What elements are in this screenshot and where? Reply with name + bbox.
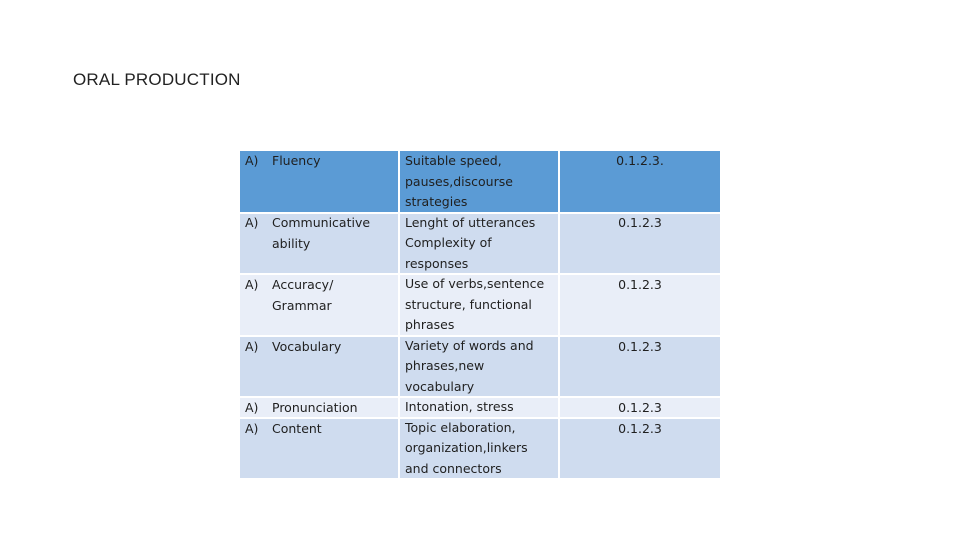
descriptor-line: organization,linkers [405,440,528,455]
scale-vocabulary: 0.1.2.3 [618,339,662,354]
criterion-marker: A) [245,339,259,354]
criterion-pronunciation [245,398,358,419]
criterion-label: Fluency [272,153,321,168]
criterion-label: Pronunciation [272,400,358,415]
page-title: ORAL PRODUCTION [73,70,241,89]
descriptor-line: responses [405,255,469,271]
descriptor-line: vocabulary [405,378,475,394]
criterion-label: Content [272,421,322,436]
descriptor-line: strategies [405,194,468,209]
criterion-label: Vocabulary [272,339,342,354]
scale-pronunciation: 0.1.2.3 [618,400,662,415]
criterion-label-line2: Grammar [272,297,332,313]
descriptor-line: and connectors [405,460,502,476]
criterion-label: Accuracy/ [272,277,334,292]
descriptor-line: Variety of words and [405,337,534,353]
descriptor-line: Lenght of utterances [405,214,536,230]
descriptor-line: structure, functional [405,296,532,312]
rubric-table [240,151,720,478]
descriptor-line: pauses,discourse [405,173,513,189]
descriptor-line: phrases [405,317,455,332]
criterion-marker: A) [245,153,259,168]
criterion-vocabulary [245,337,341,358]
scale-accuracy-grammar: 0.1.2.3 [618,277,662,292]
criterion-marker: A) [245,215,259,230]
scale-fluency: 0.1.2.3. [616,153,664,168]
descriptor-line: phrases,new [405,358,485,373]
criterion-communicative-ability [245,213,370,254]
scale-content: 0.1.2.3 [618,421,662,436]
scale-communicative-ability: 0.1.2.3 [618,215,662,230]
descriptor-line: Complexity of [405,235,492,250]
criterion-label-line2: ability [272,235,311,251]
descriptor-line: Suitable speed, [405,153,502,168]
criterion-accuracy-grammar [245,275,333,316]
criterion-marker: A) [245,400,259,415]
descriptor-line: Topic elaboration, [405,419,516,435]
criterion-content [245,419,322,440]
criterion-label: Communicative [272,215,371,230]
criterion-fluency [245,151,320,172]
criterion-marker: A) [245,277,259,292]
descriptor-line: Intonation, stress [405,399,514,414]
descriptor-line: Use of verbs,sentence [405,276,545,291]
criterion-marker: A) [245,421,259,436]
